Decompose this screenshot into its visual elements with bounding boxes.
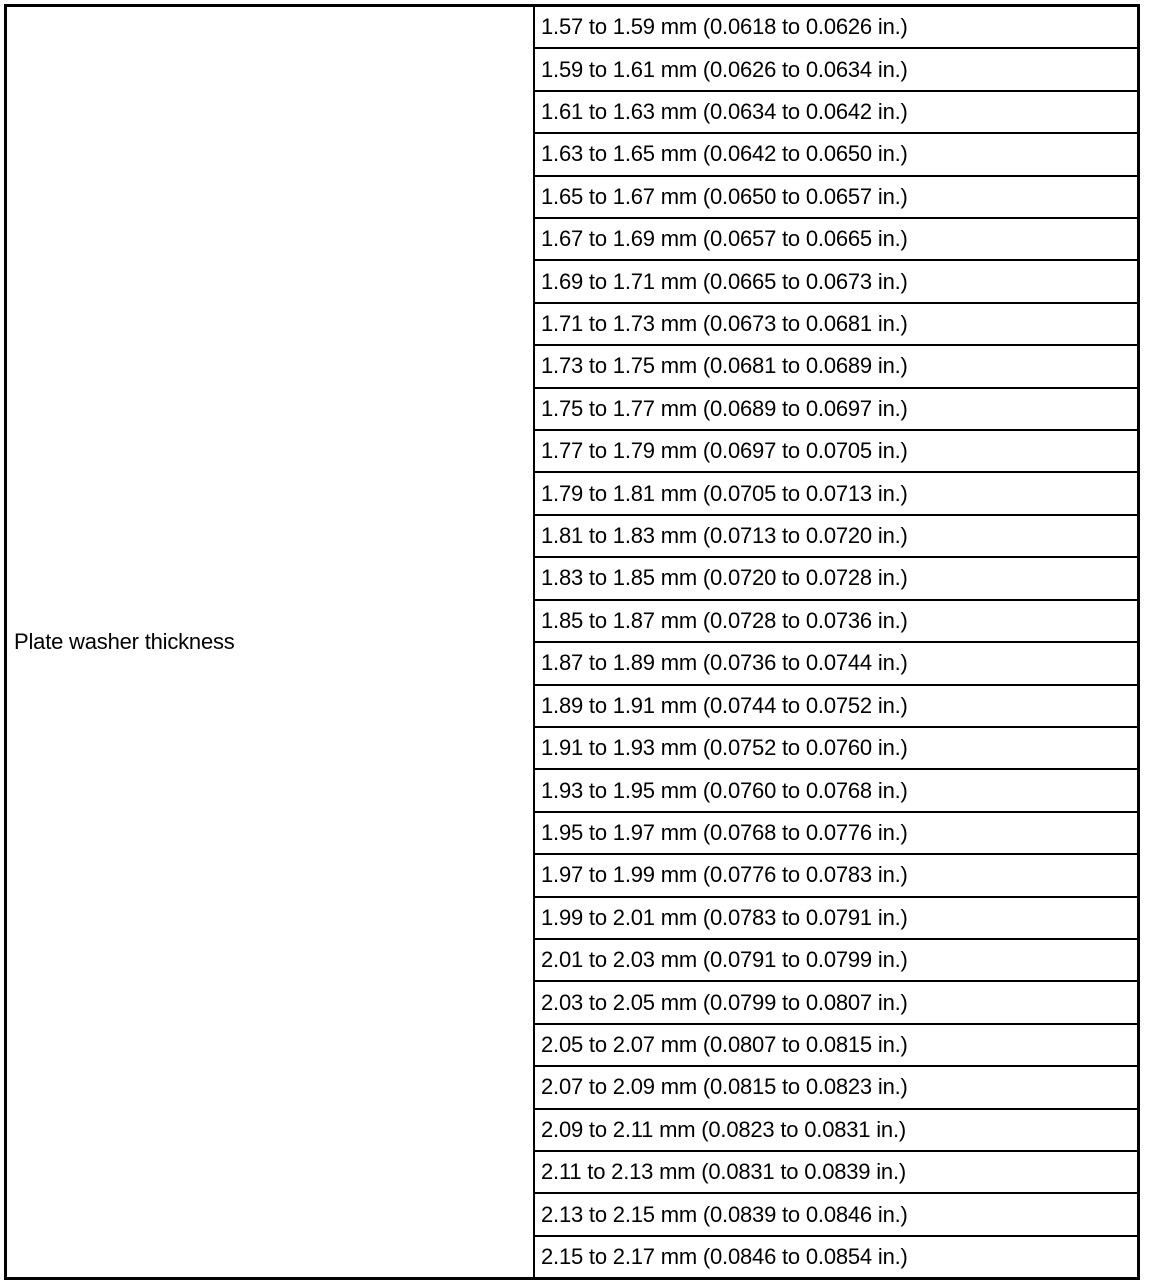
table-row (535, 770, 1137, 812)
table-row (535, 7, 1137, 49)
thickness-value: 1.77 to 1.79 mm (0.0697 to 0.0705 in.) (541, 438, 908, 464)
thickness-value: 2.13 to 2.15 mm (0.0839 to 0.0846 in.) (541, 1201, 908, 1227)
table-row (535, 219, 1137, 261)
table-row (535, 389, 1137, 431)
table-row (535, 1194, 1137, 1236)
thickness-value: 1.95 to 1.97 mm (0.0768 to 0.0776 in.) (541, 819, 908, 845)
table-row (535, 898, 1137, 940)
thickness-value: 1.97 to 1.99 mm (0.0776 to 0.0783 in.) (541, 862, 908, 888)
table-row (535, 686, 1137, 728)
table-row (535, 601, 1137, 643)
thickness-value: 1.69 to 1.71 mm (0.0665 to 0.0673 in.) (541, 268, 908, 294)
thickness-value: 2.03 to 2.05 mm (0.0799 to 0.0807 in.) (541, 989, 908, 1015)
table-row (535, 643, 1137, 685)
thickness-value: 1.85 to 1.87 mm (0.0728 to 0.0736 in.) (541, 607, 908, 633)
thickness-value: 2.11 to 2.13 mm (0.0831 to 0.0839 in.) (541, 1159, 907, 1185)
thickness-value: 1.87 to 1.89 mm (0.0736 to 0.0744 in.) (541, 650, 908, 676)
thickness-value: 2.05 to 2.07 mm (0.0807 to 0.0815 in.) (541, 1031, 908, 1057)
thickness-value: 1.71 to 1.73 mm (0.0673 to 0.0681 in.) (541, 311, 908, 337)
table-row (535, 558, 1137, 600)
thickness-value: 1.59 to 1.61 mm (0.0626 to 0.0634 in.) (541, 56, 908, 82)
thickness-value: 1.63 to 1.65 mm (0.0642 to 0.0650 in.) (541, 141, 908, 167)
table-row (535, 92, 1137, 134)
label-cell (7, 7, 535, 1277)
table-row (535, 134, 1137, 176)
thickness-value: 1.61 to 1.63 mm (0.0634 to 0.0642 in.) (541, 99, 908, 125)
thickness-value: 1.73 to 1.75 mm (0.0681 to 0.0689 in.) (541, 353, 908, 379)
table-row (535, 473, 1137, 515)
table-row (535, 177, 1137, 219)
table-row (535, 1067, 1137, 1109)
thickness-value: 1.67 to 1.69 mm (0.0657 to 0.0665 in.) (541, 226, 908, 252)
thickness-value: 1.81 to 1.83 mm (0.0713 to 0.0720 in.) (541, 523, 908, 549)
table-row (535, 982, 1137, 1024)
thickness-value: 1.93 to 1.95 mm (0.0760 to 0.0768 in.) (541, 777, 908, 803)
table-row (535, 261, 1137, 303)
table-row (535, 49, 1137, 91)
thickness-value: 1.83 to 1.85 mm (0.0720 to 0.0728 in.) (541, 565, 908, 591)
table-row (535, 813, 1137, 855)
thickness-value: 1.65 to 1.67 mm (0.0650 to 0.0657 in.) (541, 183, 908, 209)
table-row (535, 728, 1137, 770)
table-row (535, 855, 1137, 897)
table-row (535, 1110, 1137, 1152)
thickness-value: 2.01 to 2.03 mm (0.0791 to 0.0799 in.) (541, 947, 908, 973)
thickness-value: 1.91 to 1.93 mm (0.0752 to 0.0760 in.) (541, 735, 908, 761)
table-row (535, 1152, 1137, 1194)
thickness-value: 1.99 to 2.01 mm (0.0783 to 0.0791 in.) (541, 904, 908, 930)
thickness-value: 1.89 to 1.91 mm (0.0744 to 0.0752 in.) (541, 692, 908, 718)
thickness-value: 1.79 to 1.81 mm (0.0705 to 0.0713 in.) (541, 480, 908, 506)
table-row (535, 940, 1137, 982)
thickness-value: 2.07 to 2.09 mm (0.0815 to 0.0823 in.) (541, 1074, 908, 1100)
table-row (535, 431, 1137, 473)
table-row (535, 304, 1137, 346)
table-row (535, 1025, 1137, 1067)
spec-label: Plate washer thickness (14, 629, 235, 654)
table-row (535, 516, 1137, 558)
thickness-value: 2.09 to 2.11 mm (0.0823 to 0.0831 in.) (541, 1116, 907, 1142)
thickness-value: 1.57 to 1.59 mm (0.0618 to 0.0626 in.) (541, 14, 908, 40)
spec-table (4, 4, 1140, 1280)
thickness-value: 1.75 to 1.77 mm (0.0689 to 0.0697 in.) (541, 395, 908, 421)
thickness-value: 2.15 to 2.17 mm (0.0846 to 0.0854 in.) (541, 1243, 908, 1269)
table-row (535, 1237, 1137, 1277)
values-column (535, 7, 1137, 1277)
table-row (535, 346, 1137, 388)
